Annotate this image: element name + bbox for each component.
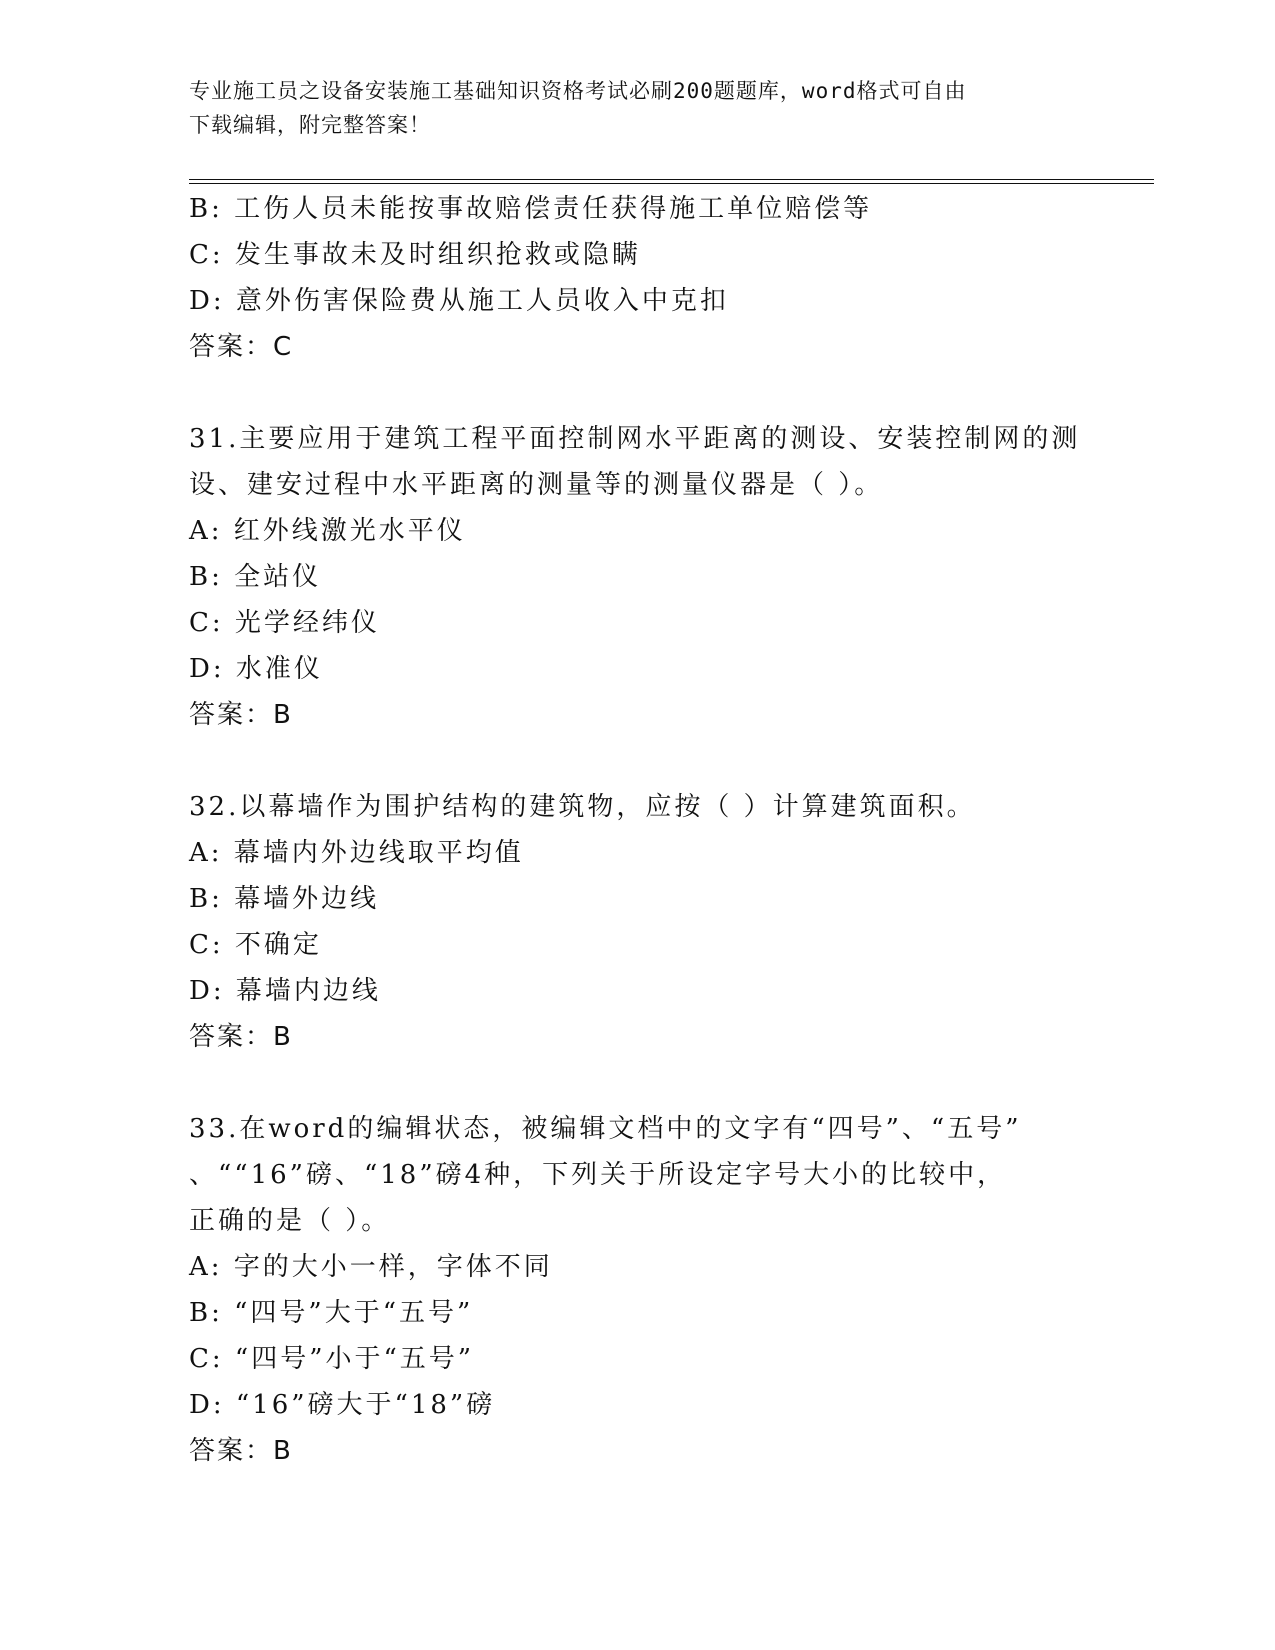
header-title-line-2: 下载编辑，附完整答案！ — [189, 113, 431, 137]
option-d: D: “16”磅大于“18”磅 — [189, 1390, 496, 1420]
question-stem-line: 33.在word的编辑状态，被编辑文档中的文字有“四号”、“五号” — [189, 1114, 1022, 1144]
spacer — [189, 1060, 1089, 1106]
option-d: D: 意外伤害保险费从施工人员收入中克扣 — [189, 286, 729, 316]
header-divider-top — [189, 179, 1154, 180]
answer-line: 答案：B — [189, 1022, 293, 1052]
question-stem-line: 31.主要应用于建筑工程平面控制网水平距离的测设、安装控制网的测 — [189, 424, 1081, 454]
option-c: C: “四号”小于“五号” — [189, 1344, 475, 1374]
previous-question-block — [189, 186, 1089, 370]
option-b: B: “四号”大于“五号” — [189, 1298, 474, 1328]
question-list — [189, 186, 1089, 1474]
option-a: A: 幕墙内外边线取平均值 — [189, 838, 524, 868]
document-header — [189, 74, 1089, 142]
question-stem-line: 正确的是（ ）。 — [189, 1206, 391, 1236]
option-b: B: 全站仪 — [189, 562, 322, 592]
answer-line: 答案：B — [189, 1436, 293, 1466]
header-title-line-1: 专业施工员之设备安装施工基础知识资格考试必刷200题题库，word格式可自由 — [189, 79, 967, 103]
option-c: C: 光学经纬仪 — [189, 608, 380, 638]
option-a: A: 字的大小一样，字体不同 — [189, 1252, 553, 1282]
option-c: C: 发生事故未及时组织抢救或隐瞒 — [189, 240, 641, 270]
option-c: C: 不确定 — [189, 930, 322, 960]
question-stem-line: 、““16”磅、“18”磅4种，下列关于所设定字号大小的比较中， — [189, 1160, 1007, 1190]
option-d: D: 幕墙内边线 — [189, 976, 381, 1006]
answer-line: 答案：C — [189, 332, 294, 362]
option-d: D: 水准仪 — [189, 654, 323, 684]
answer-line: 答案：B — [189, 700, 293, 730]
spacer — [189, 738, 1089, 784]
question-32-block — [189, 784, 1089, 1060]
header-divider-bottom — [189, 183, 1154, 184]
question-33-block — [189, 1106, 1089, 1474]
option-b: B: 幕墙外边线 — [189, 884, 380, 914]
question-stem-line: 32.以幕墙作为围护结构的建筑物，应按（ ）计算建筑面积。 — [189, 792, 976, 822]
question-31-block — [189, 416, 1089, 738]
option-b: B: 工伤人员未能按事故赔偿责任获得施工单位赔偿等 — [189, 194, 873, 224]
question-stem-line: 设、建安过程中水平距离的测量等的测量仪器是（ ）。 — [189, 470, 884, 500]
spacer — [189, 370, 1089, 416]
option-a: A: 红外线激光水平仪 — [189, 516, 466, 546]
